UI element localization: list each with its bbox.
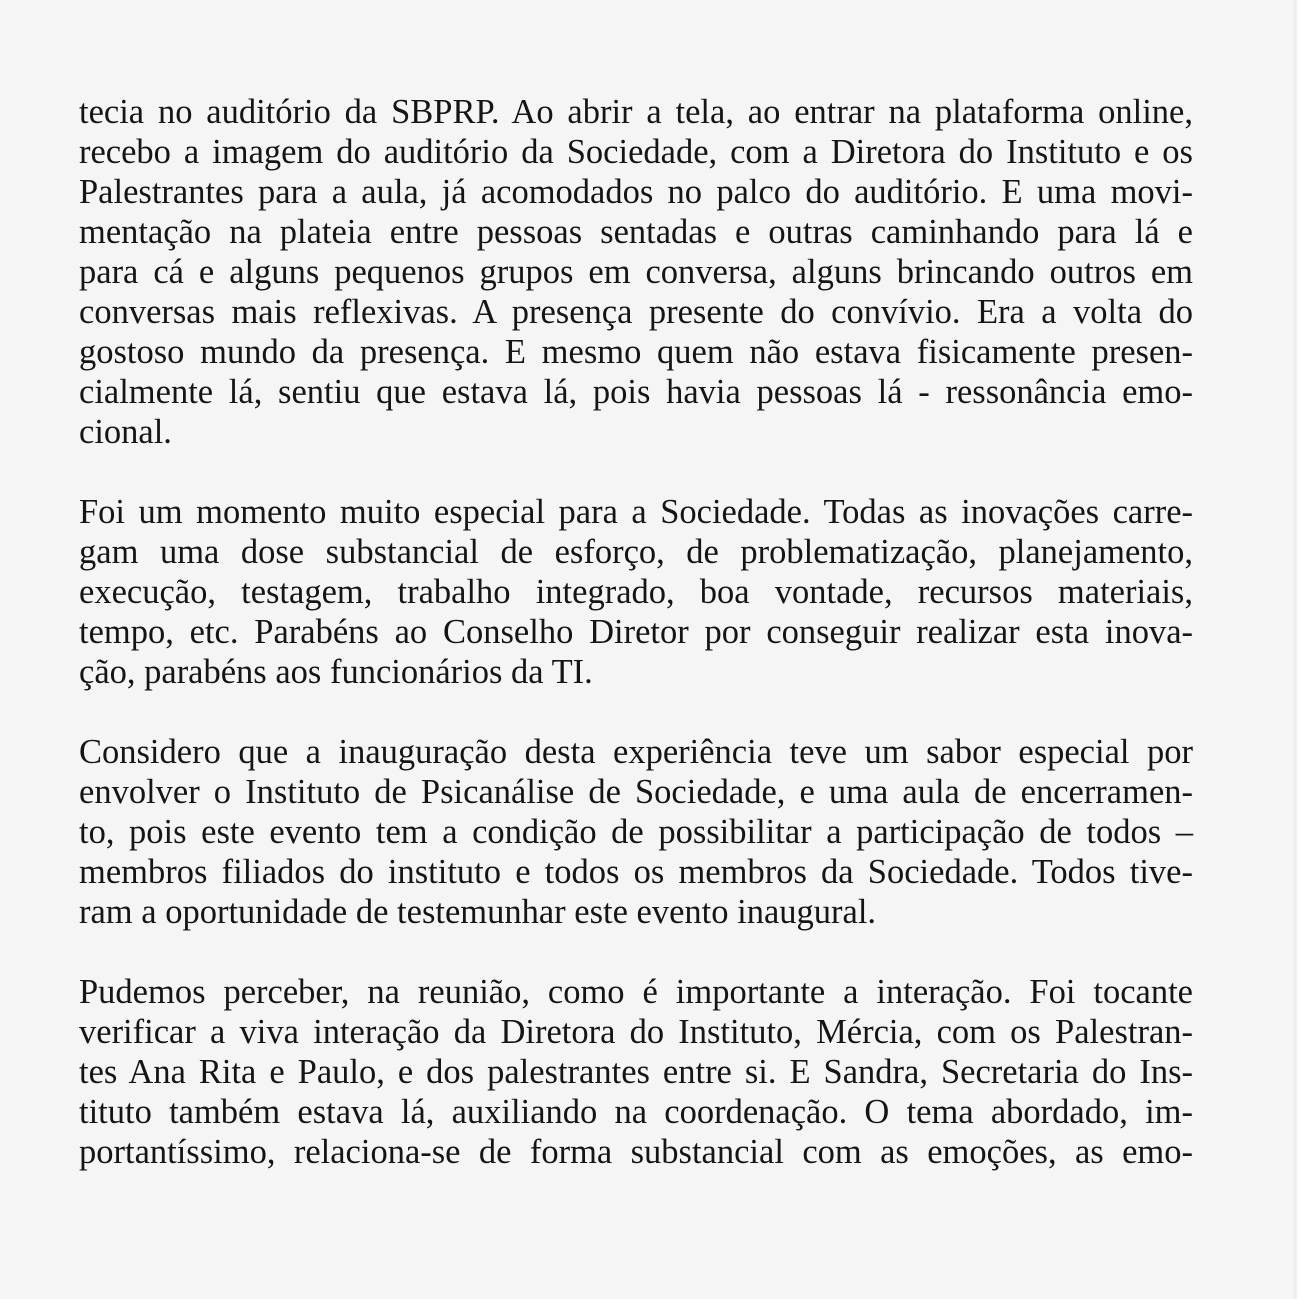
- text-line: gam uma dose substancial de esforço, de problematização, planejamento,: [79, 533, 1193, 571]
- text-line: tempo, etc. Parabéns ao Conselho Diretor por conseguir realizar esta inova-: [79, 613, 1193, 651]
- text-line: cional.: [79, 413, 172, 451]
- text-line: tecia no auditório da SBPRP. Ao abrir a tela, ao entrar na plataforma online,: [79, 93, 1193, 131]
- text-line: tituto também estava lá, auxiliando na coordenação. O tema abordado, im-: [79, 1093, 1193, 1131]
- paragraph-3: [79, 732, 1193, 932]
- text-line: Foi um momento muito especial para a Sociedade. Todas as inovações carre-: [79, 493, 1193, 531]
- text-line: conversas mais reflexivas. A presença presente do convívio. Era a volta do: [79, 293, 1193, 331]
- text-line: tes Ana Rita e Paulo, e dos palestrantes entre si. E Sandra, Secretaria do Ins-: [79, 1053, 1193, 1091]
- page-edge: [1294, 0, 1299, 1299]
- paragraph-1: [79, 92, 1193, 452]
- text-line: portantíssimo, relaciona-se de forma substancial com as emoções, as emo-: [79, 1133, 1193, 1171]
- text-line: ção, parabéns aos funcionários da TI.: [79, 653, 593, 691]
- text-line: recebo a imagem do auditório da Sociedade, com a Diretora do Instituto e os: [79, 133, 1193, 171]
- text-line: mentação na plateia entre pessoas sentadas e outras caminhando para lá e: [79, 213, 1193, 251]
- text-line: execução, testagem, trabalho integrado, boa vontade, recursos materiais,: [79, 573, 1193, 611]
- document-body: [79, 92, 1193, 1212]
- text-line: verificar a viva interação da Diretora do Instituto, Mércia, com os Palestran-: [79, 1013, 1193, 1051]
- text-line: cialmente lá, sentiu que estava lá, pois havia pessoas lá - ressonância emo-: [79, 373, 1193, 411]
- text-line: Palestrantes para a aula, já acomodados no palco do auditório. E uma movi-: [79, 173, 1193, 211]
- text-line: membros filiados do instituto e todos os membros da Sociedade. Todos tive-: [79, 853, 1193, 891]
- paragraph-2: [79, 492, 1193, 692]
- text-line: Pudemos perceber, na reunião, como é importante a interação. Foi tocante: [79, 973, 1193, 1011]
- text-line: gostoso mundo da presença. E mesmo quem não estava fisicamente presen-: [79, 333, 1193, 371]
- text-line: Considero que a inauguração desta experiência teve um sabor especial por: [79, 733, 1193, 771]
- text-line: to, pois este evento tem a condição de possibilitar a participação de todos –: [79, 813, 1193, 851]
- paragraph-4: [79, 972, 1193, 1172]
- text-line: envolver o Instituto de Psicanálise de Sociedade, e uma aula de encerramen-: [79, 773, 1193, 811]
- text-line: para cá e alguns pequenos grupos em conversa, alguns brincando outros em: [79, 253, 1193, 291]
- text-line: ram a oportunidade de testemunhar este evento inaugural.: [79, 893, 877, 931]
